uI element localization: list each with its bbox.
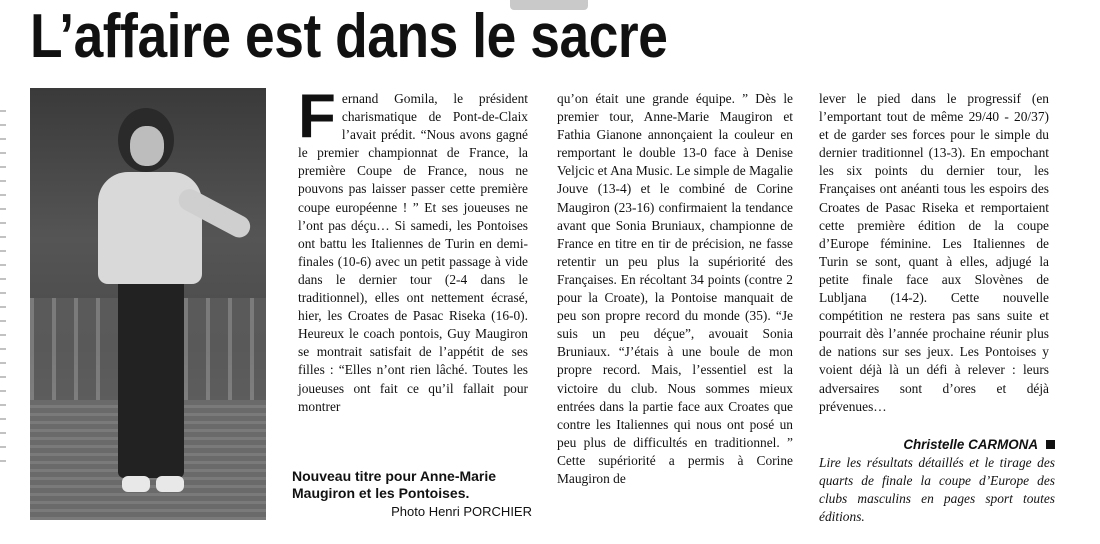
dropcap: F: [298, 82, 336, 151]
photo-player-face: [130, 126, 164, 166]
caption-title: Nouveau titre pour Anne-Marie Maugiron et les Pontoises.: [292, 468, 497, 501]
photo-player-shoe: [156, 476, 184, 492]
article-column-3: [819, 90, 1049, 416]
author-signature: [819, 436, 1055, 453]
author-name: Christelle CARMONA: [903, 437, 1038, 452]
article-column-2: [557, 90, 793, 488]
column-1-text: ernand Gomila, le président charismatique de Pont-de-Claix l’avait prédit. “Nous avons gagné le premier championnat de France, la première Coupe de France, nous ne pouvons pas laisser passer cette première coupe européenne ! ” Et ses joueuses ne l’ont pas déçu… Si samedi, les Pontoises ont battu les Italiennes de Turin en demi-finales (10-6) avec un petit passage à vide dans le dernier tour (2-4 dans le traditionnel), elles ont nettement écrasé, hier, les Croates de Pasac Riseka (16-0). Heureux le coach pontois, Guy Maugiron se montrait satisfait de l’appétit de ses filles : “Elles n’ont rien lâché. Toutes les joueuses ont fait ce qu’il fallait pour montrer: [298, 91, 528, 414]
headline: L’affaire est dans le sacre: [30, 2, 668, 71]
column-3-text: lever le pied dans le progressif (en l’emportant tout de même 29/40 - 20/37) et de garder ses forces pour le simple du dernier traditionnel (13-3). En empochant les six points du dernier tour, les Françaises ont anéanti tous les espoirs des Croates de Pasac Riseka et remportaient cette première édition de la coupe d’Europe féminine. Les Italiennes de Turin se sont, quant à elles, adjugé la petite finale face aux Slovènes de Lubljana (14-2). Cette nouvelle compétition ne restera pas sans suite et pourrait dès l’année prochaine réunir plus de nations sur ses jeux. Les Pontoises y voient déjà là un défi à relever : leurs adversaires sont d’ores et déjà prévenues…: [819, 91, 1049, 414]
related-note: Lire les résultats détaillés et le tirage des quarts de finale la coupe d’Europe des clubs masculins en pages sport toutes éditions.: [819, 455, 1055, 525]
photo-player-legs: [118, 278, 184, 478]
column-2-text: qu’on était une grande équipe. ” Dès le premier tour, Anne-Marie Maugiron et Fathia Gianone annonçaient la couleur en remportant le double 13-0 face à Denise Veljcic et Ana Music. Le simple de Magalie Jouve (13-4) et le combiné de Corine Maugiron (23-16) confirmaient la tendance avant que Sonia Bruniaux, championne de France en titre en tir de précision, ne fasse retentir un peu plus la supériorité des Françaises. En récoltant 34 points (contre 2 pour la Croate), la Pontoise manquait de peu son propre record du monde (35). “Je suis un peu déçue”, avouait Sonia Bruniaux. “J’étais à une boule de mon propre record. Mais, l’essentiel est la victoire du club. Nous sommes mieux entrées dans la partie face aux Croates que contre les Italiennes qui nous ont posé un peu plus de difficultés en traditionnel. ” Cette supériorité a permis à Corine Maugiron de: [557, 91, 793, 486]
article-column-1: [298, 82, 528, 416]
photo-credit: Photo Henri PORCHIER: [391, 504, 532, 519]
end-square-icon: [1046, 440, 1055, 449]
photo-player-shoe: [122, 476, 150, 492]
article-photo: [30, 88, 266, 520]
photo-caption: [292, 468, 532, 520]
scan-edge-marks: [0, 110, 6, 470]
